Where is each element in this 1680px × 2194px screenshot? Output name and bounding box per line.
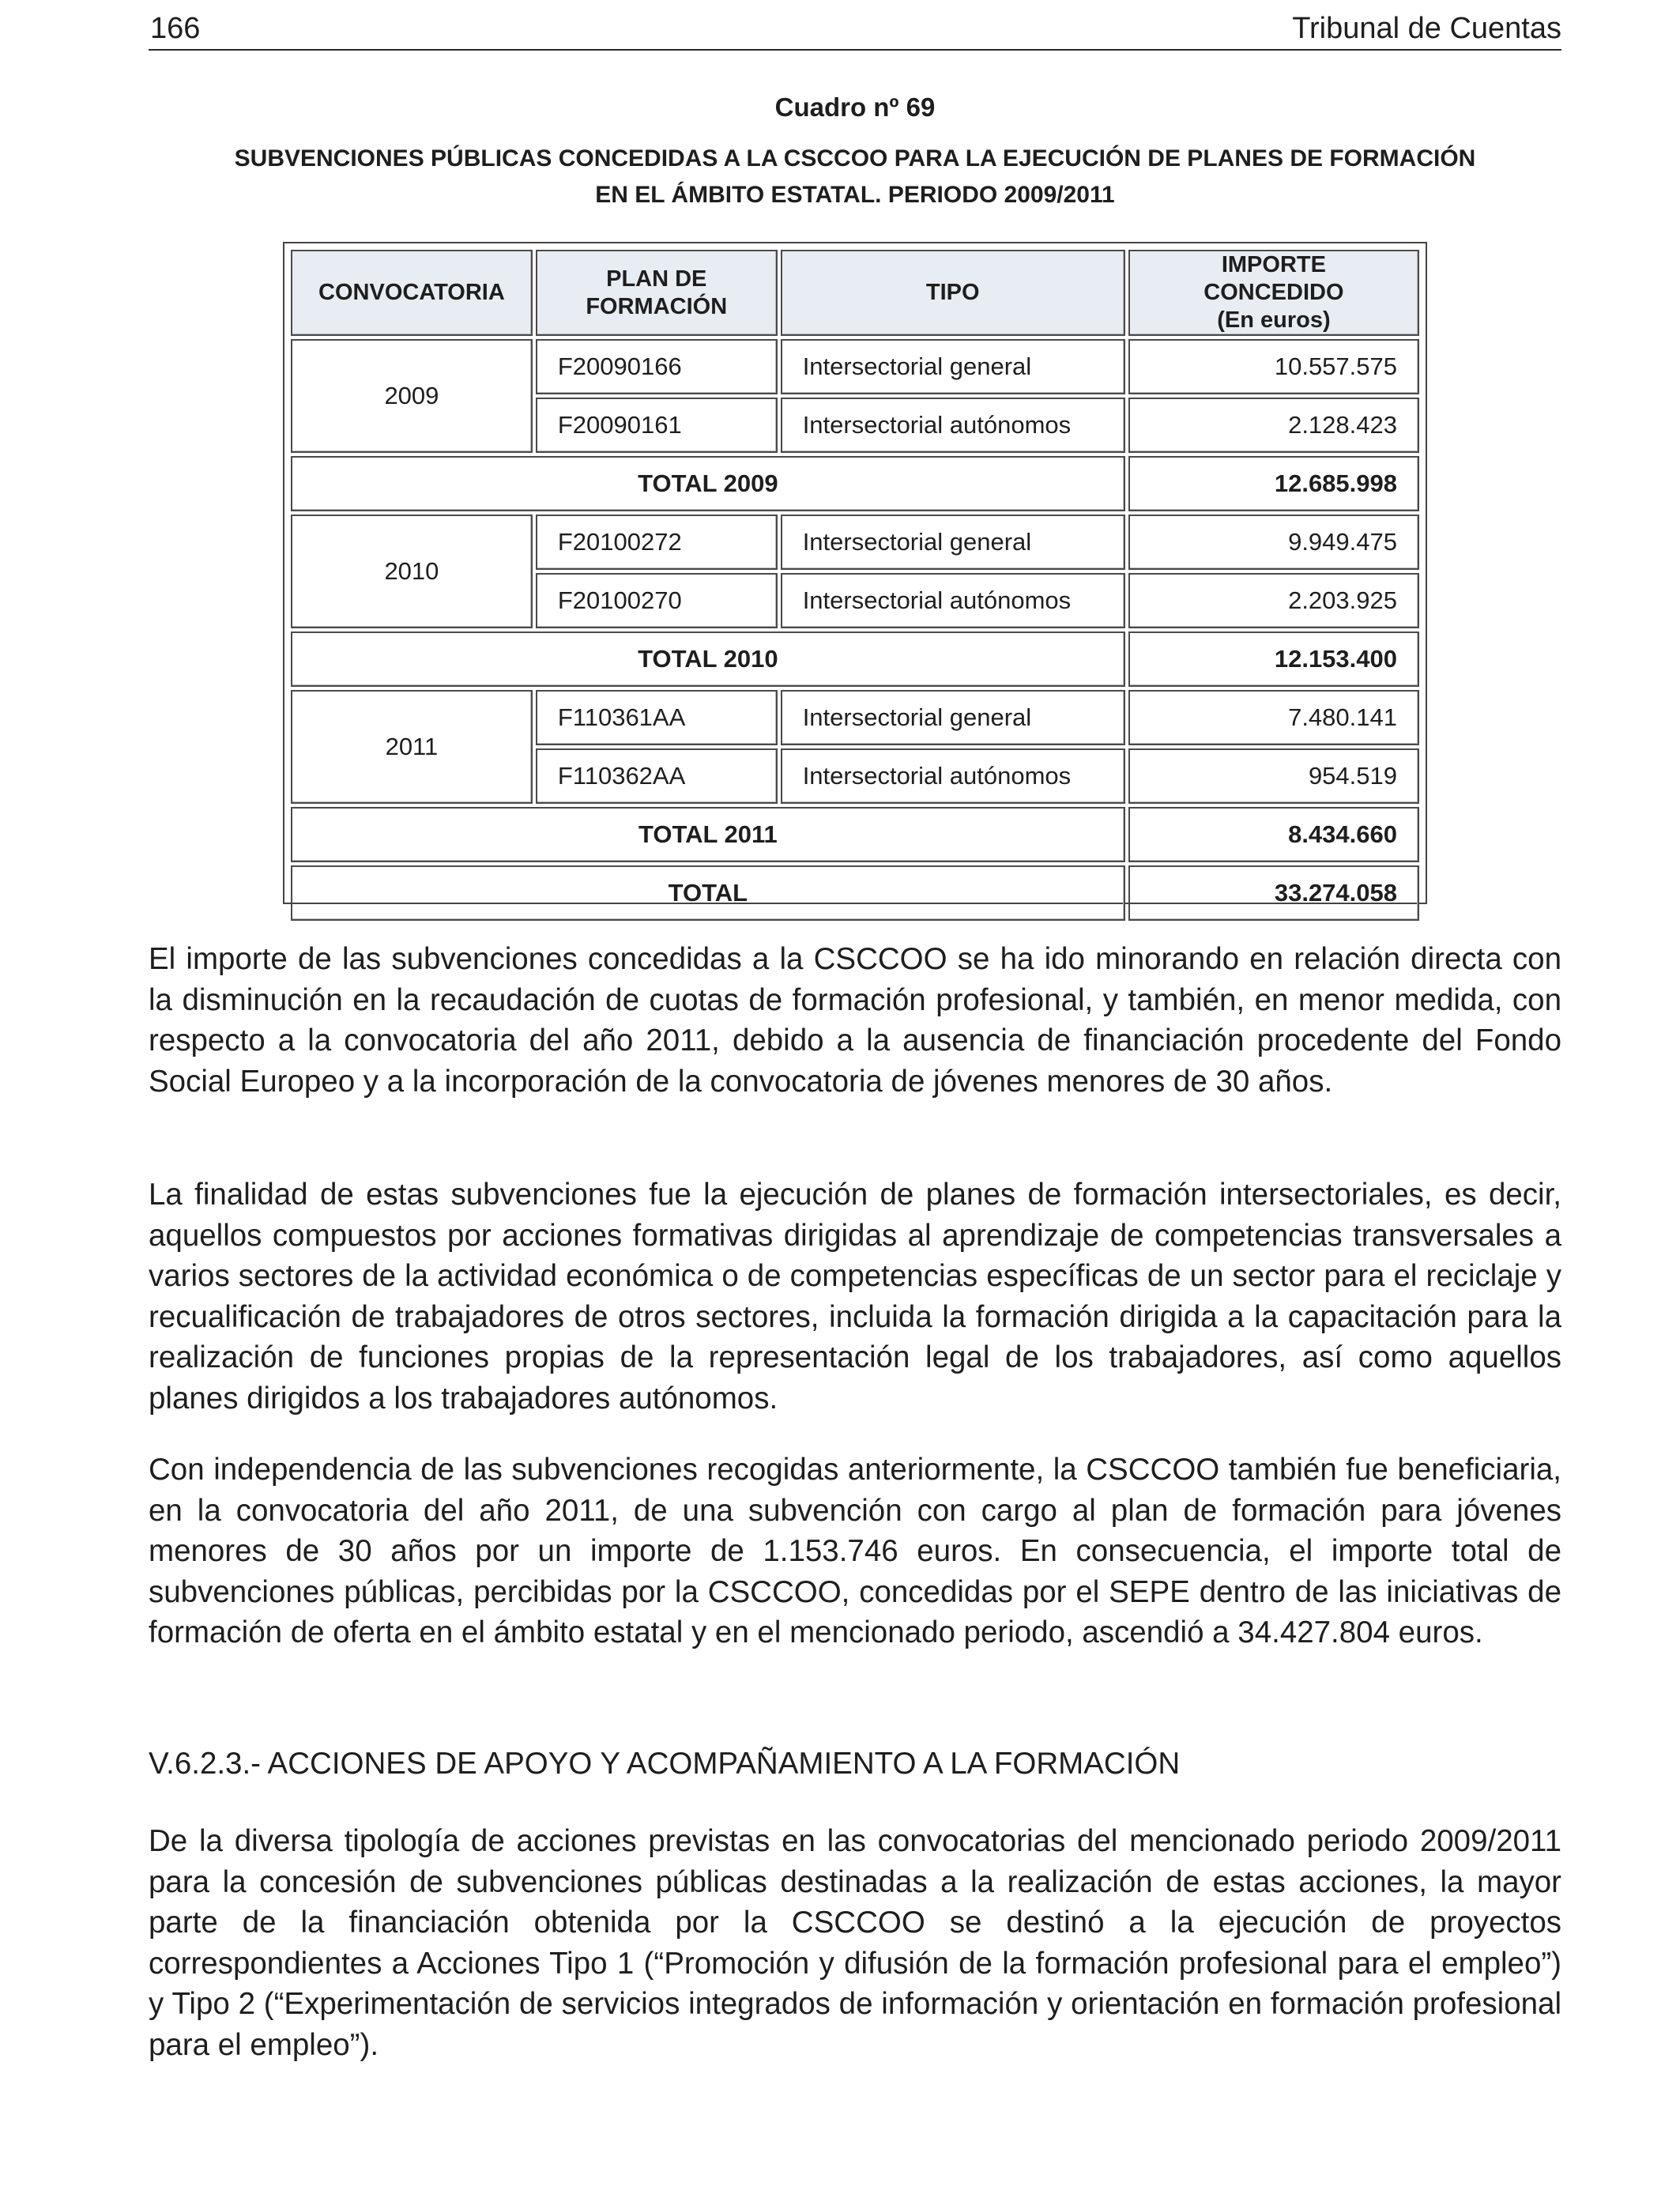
col-header-importe-line2: (En euros): [1217, 307, 1331, 333]
importe-cell: 954.519: [1128, 748, 1419, 804]
plan-cell: F110361AA: [536, 690, 778, 745]
subtotal-amount: 12.685.998: [1128, 456, 1419, 511]
col-header-plan: [536, 250, 778, 336]
tipo-cell: Intersectorial general: [781, 339, 1125, 394]
plan-cell: F20100272: [536, 515, 778, 570]
importe-cell: 10.557.575: [1128, 339, 1419, 394]
grand-total-label: TOTAL: [291, 865, 1125, 921]
plan-cell: F20090166: [536, 339, 778, 394]
subtotal-amount: 12.153.400: [1128, 631, 1419, 687]
tipo-cell: Intersectorial autónomos: [781, 398, 1125, 453]
grants-table-frame: [283, 242, 1427, 907]
table-caption-title-line2: EN EL ÁMBITO ESTATAL. PERIODO 2009/2011: [595, 182, 1115, 208]
paragraph-2: La finalidad de estas subvenciones fue la ejecución de planes de formación intersectoriales, es decir, aquellos compuestos por acciones formativas dirigidas al aprendizaje de competencias transversales a varios sectores de la actividad económica o de competencias específicas de un sector para el reciclaje y recualificación de trabajadores de otros sectores, incluida la formación dirigida a la capacitación para la realización de funciones propias de la representación legal de los trabajadores, así como aquellos planes dirigidos a los trabajadores autónomos.: [149, 1178, 1561, 1416]
table-row: [291, 690, 1419, 745]
table-caption-title: [149, 141, 1561, 213]
importe-cell: 2.203.925: [1128, 573, 1419, 628]
table-caption-title-line1: SUBVENCIONES PÚBLICAS CONCEDIDAS A LA CSCCOO PARA LA EJECUCIÓN DE PLANES DE FORMACIÓN: [234, 145, 1476, 172]
subtotal-row: [291, 807, 1419, 862]
subtotal-label: TOTAL 2009: [291, 456, 1125, 511]
grand-total-amount: 33.274.058: [1128, 865, 1419, 921]
col-header-tipo: TIPO: [781, 250, 1125, 336]
year-cell: 2009: [291, 339, 533, 453]
col-header-importe: [1128, 250, 1419, 336]
subtotal-row: [291, 631, 1419, 687]
plan-cell: F20100270: [536, 573, 778, 628]
importe-cell: 2.128.423: [1128, 398, 1419, 453]
col-header-importe-line1: IMPORTE CONCEDIDO: [1203, 252, 1344, 305]
page-number: 166: [150, 12, 201, 45]
col-header-plan-line1: PLAN DE: [606, 266, 707, 292]
col-header-convocatoria: CONVOCATORIA: [291, 250, 533, 336]
subtotal-label: TOTAL 2010: [291, 631, 1125, 687]
grants-table: [288, 247, 1422, 924]
subtotal-row: [291, 456, 1419, 511]
plan-cell: F20090161: [536, 398, 778, 453]
paragraph-3: Con independencia de las subvenciones recogidas anteriormente, la CSCCOO también fue beneficiaria, en la convocatoria del año 2011, de una subvención con cargo al plan de formación para jóvenes menores de 30 años por un importe de 1.153.746 euros. En consecuencia, el importe total de subvenciones públicas, percibidas por la CSCCOO, concedidas por el SEPE dentro de las iniciativas de formación de oferta en el ámbito estatal y en el mencionado periodo, ascendió a 34.427.804 euros.: [149, 1453, 1561, 1649]
table-row: [291, 339, 1419, 394]
year-cell: 2011: [291, 690, 533, 804]
tipo-cell: Intersectorial general: [781, 690, 1125, 745]
tipo-cell: Intersectorial autónomos: [781, 573, 1125, 628]
running-header: [149, 8, 1561, 51]
section-heading: V.6.2.3.- ACCIONES DE APOYO Y ACOMPAÑAMIENTO A LA FORMACIÓN: [149, 1747, 1181, 1781]
importe-cell: 7.480.141: [1128, 690, 1419, 745]
col-header-plan-line2: FORMACIÓN: [586, 293, 728, 319]
plan-cell: F110362AA: [536, 748, 778, 804]
paragraph-1: El importe de las subvenciones concedidas a la CSCCOO se ha ido minorando en relación directa con la disminución en la recaudación de cuotas de formación profesional, y también, en menor medida, con respecto a la convocatoria del año 2011, debido a la ausencia de financiación procedente del Fondo Social Europeo y a la incorporación de la convocatoria de jóvenes menores de 30 años.: [149, 942, 1561, 1099]
table-header-row: [291, 250, 1419, 336]
header-title: Tribunal de Cuentas: [1292, 12, 1561, 45]
table-caption-number: Cuadro nº 69: [774, 92, 936, 122]
subtotal-amount: 8.434.660: [1128, 807, 1419, 862]
tipo-cell: Intersectorial general: [781, 515, 1125, 570]
grand-total-row: [291, 865, 1419, 921]
subtotal-label: TOTAL 2011: [291, 807, 1125, 862]
tipo-cell: Intersectorial autónomos: [781, 748, 1125, 804]
paragraph-4: De la diversa tipología de acciones previstas en las convocatorias del mencionado periodo 2009/2011 para la concesión de subvenciones públicas destinadas a la realización de estas acciones, la mayor parte de la financiación obtenida por la CSCCOO se destinó a la ejecución de proyectos correspondientes a Acciones Tipo 1 (“Promoción y difusión de la formación profesional para el empleo”) y Tipo 2 (“Experimentación de servicios integrados de información y orientación en formación profesional para el empleo”).: [149, 1824, 1561, 2062]
table-row: [291, 515, 1419, 570]
year-cell: 2010: [291, 515, 533, 628]
importe-cell: 9.949.475: [1128, 515, 1419, 570]
